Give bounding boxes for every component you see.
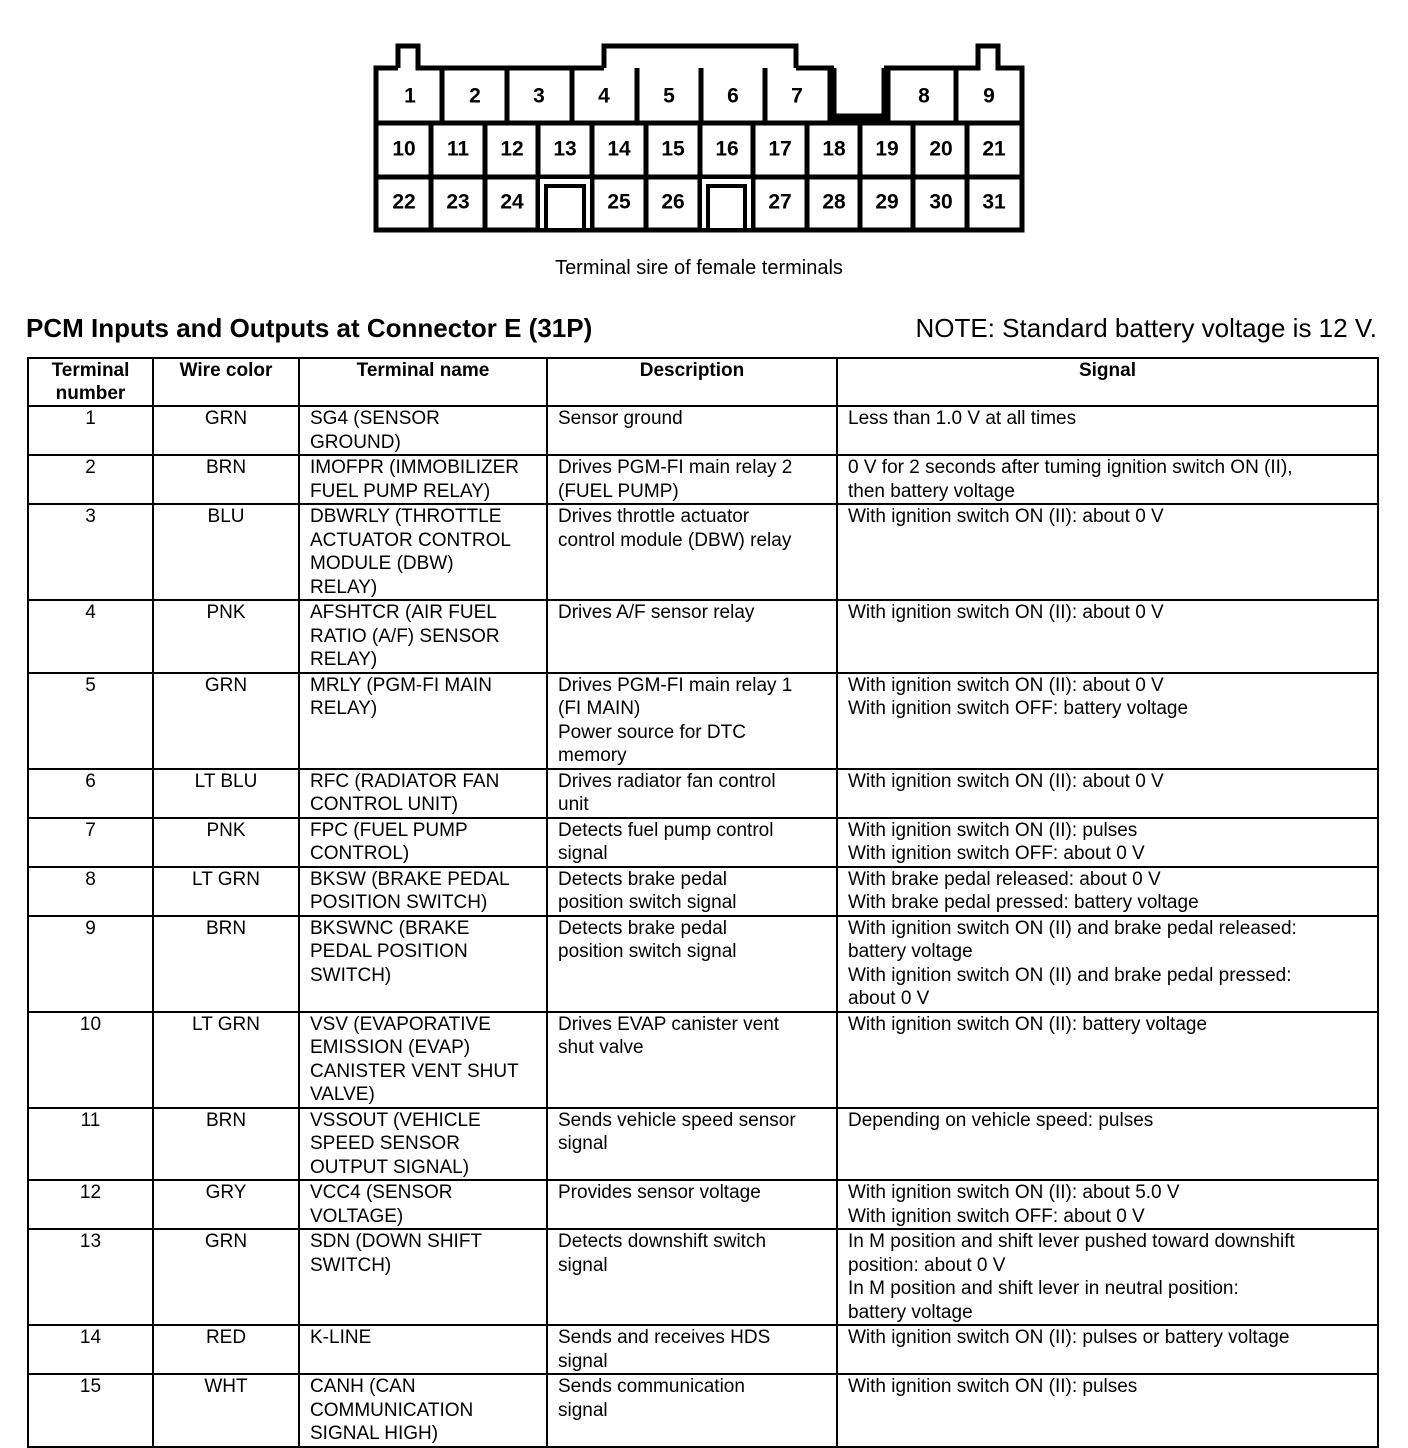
description-cell-line: signal <box>558 1350 608 1372</box>
terminal-name-cell-line: SDN (DOWN SHIFT <box>310 1231 483 1252</box>
pin-label: 29 <box>875 190 899 214</box>
pin-label: 25 <box>607 190 631 214</box>
pin-label: 20 <box>929 137 953 161</box>
pinout-body <box>28 406 1378 1447</box>
terminal-number-cell <box>28 1325 153 1374</box>
table-row <box>28 1229 1378 1325</box>
terminal-number-cell-line: 15 <box>79 1376 102 1397</box>
table-row <box>28 406 1378 455</box>
wire-color-cell-line: GRY <box>205 1182 247 1203</box>
header-signal: Signal <box>837 358 1378 406</box>
signal-cell <box>837 867 1378 916</box>
wire-color-cell <box>153 769 299 818</box>
terminal-name-cell-line: FUEL PUMP RELAY) <box>310 480 491 502</box>
terminal-name-cell-line: K-LINE <box>310 1327 372 1348</box>
terminal-name-cell-line: DBWRLY (THROTTLE <box>310 506 502 527</box>
terminal-name-cell-line: SWITCH) <box>310 1254 392 1276</box>
wire-color-cell-line: BRN <box>205 457 247 478</box>
terminal-number-cell <box>28 769 153 818</box>
header-description: Description <box>547 358 837 406</box>
signal-cell-line: With brake pedal pressed: battery voltage <box>848 892 1199 913</box>
pinout-table <box>27 357 1379 1448</box>
terminal-number-cell-line: 8 <box>85 868 96 890</box>
signal-cell-line: then battery voltage <box>848 480 1015 502</box>
signal-cell <box>837 1180 1378 1229</box>
signal-cell-line: With ignition switch ON (II): about 0 V <box>848 770 1164 792</box>
terminal-number-cell <box>28 673 153 769</box>
signal-cell <box>837 504 1378 600</box>
signal-cell-line: In M position and shift lever pushed toward downshift <box>848 1231 1295 1252</box>
wire-color-cell-line: LT GRN <box>192 1013 260 1035</box>
description-cell <box>547 455 837 504</box>
terminal-name-cell-line: RATIO (A/F) SENSOR <box>310 625 500 647</box>
signal-cell <box>837 818 1378 867</box>
signal-cell-line: With ignition switch ON (II) and brake pedal pressed: <box>848 964 1292 986</box>
signal-cell-line: With ignition switch ON (II): about 0 V <box>848 506 1164 527</box>
description-cell-line: Drives PGM-FI main relay 2 <box>558 457 793 478</box>
signal-cell <box>837 455 1378 504</box>
wire-color-cell-line: RED <box>205 1327 247 1348</box>
signal-cell <box>837 1374 1378 1447</box>
signal-cell-line: With ignition switch ON (II): pulses <box>848 819 1138 841</box>
signal-cell-line: Depending on vehicle speed: pulses <box>848 1109 1154 1131</box>
description-cell-line: position switch signal <box>558 941 737 962</box>
terminal-number-cell-line: 3 <box>85 506 96 527</box>
table-row <box>28 818 1378 867</box>
description-cell <box>547 1108 837 1181</box>
description-cell-line: signal <box>558 1254 608 1276</box>
description-cell-line: Provides sensor voltage <box>558 1182 761 1203</box>
signal-cell <box>837 1229 1378 1325</box>
table-row <box>28 1374 1378 1447</box>
terminal-name-cell-line: VOLTAGE) <box>310 1205 404 1227</box>
terminal-name-cell-line: BKSW (BRAKE PEDAL <box>310 868 510 890</box>
signal-cell-line: about 0 V <box>848 988 930 1009</box>
terminal-number-cell-line: 7 <box>85 819 96 841</box>
terminal-name-cell <box>299 1374 547 1447</box>
terminal-name-cell-line: CANISTER VENT SHUT <box>310 1060 519 1082</box>
wire-color-cell <box>153 1180 299 1229</box>
terminal-number-cell-line: 2 <box>85 457 96 478</box>
terminal-number-cell-line: 9 <box>85 917 96 939</box>
terminal-name-cell <box>299 504 547 600</box>
terminal-name-cell <box>299 867 547 916</box>
terminal-number-cell-line: 14 <box>79 1327 102 1348</box>
pin-label: 23 <box>446 190 470 214</box>
terminal-number-cell-line: 12 <box>79 1182 102 1203</box>
table-row <box>28 673 1378 769</box>
description-cell-line: Detects fuel pump control <box>558 819 774 841</box>
wire-color-cell-line: LT GRN <box>192 868 260 890</box>
description-cell <box>547 1325 837 1374</box>
terminal-name-cell-line: AFSHTCR (AIR FUEL <box>310 602 497 623</box>
description-cell <box>547 916 837 1012</box>
signal-cell <box>837 600 1378 673</box>
terminal-number-cell <box>28 818 153 867</box>
description-cell-line: shut valve <box>558 1037 644 1058</box>
pin-label: 13 <box>553 137 577 161</box>
wire-color-cell <box>153 1108 299 1181</box>
terminal-number-cell-line: 6 <box>85 770 96 792</box>
terminal-name-cell-line: CANH (CAN <box>310 1376 416 1397</box>
table-row <box>28 600 1378 673</box>
terminal-number-cell <box>28 916 153 1012</box>
terminal-name-cell-line: EMISSION (EVAP) <box>310 1037 471 1058</box>
wire-color-cell <box>153 600 299 673</box>
diagram-caption: Terminal sire of female terminals <box>555 257 843 279</box>
terminal-name-cell-line: SWITCH) <box>310 964 392 986</box>
terminal-number-cell-line: 11 <box>80 1109 101 1131</box>
table-row <box>28 1108 1378 1181</box>
terminal-number-cell <box>28 1374 153 1447</box>
terminal-name-cell-line: RELAY) <box>310 649 378 670</box>
terminal-name-cell <box>299 406 547 455</box>
page-title: PCM Inputs and Outputs at Connector E (31P) <box>26 313 593 343</box>
pin-label: 30 <box>929 190 953 214</box>
description-cell-line: Sends and receives HDS <box>558 1327 771 1348</box>
terminal-name-cell-line: ACTUATOR CONTROL <box>310 529 511 551</box>
description-cell-line: position switch signal <box>558 892 737 913</box>
terminal-name-cell-line: RELAY) <box>310 576 378 598</box>
terminal-number-cell <box>28 455 153 504</box>
description-cell-line: Detects brake pedal <box>558 868 727 890</box>
table-row <box>28 769 1378 818</box>
terminal-number-cell-line: 13 <box>79 1231 102 1252</box>
description-cell-line: unit <box>558 794 589 815</box>
table-row <box>28 1325 1378 1374</box>
terminal-name-cell <box>299 1325 547 1374</box>
wire-color-cell-line: GRN <box>204 1231 248 1252</box>
description-cell-line: signal <box>558 1133 608 1154</box>
wire-color-cell-line: LT BLU <box>194 770 258 792</box>
description-cell-line: Detects downshift switch <box>558 1231 767 1252</box>
pin-label: 5 <box>663 84 675 108</box>
signal-cell <box>837 916 1378 1012</box>
description-cell-line: Drives EVAP canister vent <box>558 1013 780 1035</box>
terminal-name-cell <box>299 600 547 673</box>
description-cell <box>547 1374 837 1447</box>
signal-cell <box>837 673 1378 769</box>
table-row <box>28 867 1378 916</box>
description-cell-line: Drives radiator fan control <box>558 770 776 792</box>
description-cell <box>547 867 837 916</box>
table-row <box>28 916 1378 1012</box>
description-cell <box>547 1229 837 1325</box>
wire-color-cell <box>153 504 299 600</box>
connector-diagram <box>0 0 1408 250</box>
description-cell-line: Detects brake pedal <box>558 917 727 939</box>
terminal-name-cell-line: VSSOUT (VEHICLE <box>310 1109 481 1131</box>
terminal-number-cell <box>28 406 153 455</box>
pin-label: 14 <box>607 137 631 161</box>
pin-label: 22 <box>392 190 416 214</box>
signal-cell <box>837 769 1378 818</box>
signal-cell-line: 0 V for 2 seconds after tuming ignition switch ON (II), <box>848 457 1293 478</box>
wire-color-cell <box>153 916 299 1012</box>
terminal-name-cell-line: PEDAL POSITION <box>310 941 468 962</box>
signal-cell-line: With ignition switch ON (II): battery voltage <box>848 1013 1208 1035</box>
signal-cell <box>837 1325 1378 1374</box>
pin-label: 19 <box>875 137 899 161</box>
description-cell-line: memory <box>558 745 627 766</box>
terminal-name-cell <box>299 1108 547 1181</box>
terminal-name-cell-line: BKSWNC (BRAKE <box>310 917 470 939</box>
description-cell-line: Sensor ground <box>558 408 683 429</box>
table-header-row <box>28 358 1378 406</box>
pin-label: 7 <box>791 84 803 108</box>
pin-label: 8 <box>918 84 930 108</box>
description-cell-line: (FI MAIN) <box>558 698 641 719</box>
description-cell <box>547 1180 837 1229</box>
description-cell-line: Sends communication <box>558 1376 745 1397</box>
terminal-number-cell <box>28 1012 153 1108</box>
signal-cell-line: With brake pedal released: about 0 V <box>848 868 1161 890</box>
wire-color-cell <box>153 1012 299 1108</box>
description-cell-line: Power source for DTC <box>558 721 746 743</box>
table-row <box>28 1180 1378 1229</box>
pin-label: 21 <box>982 137 1006 161</box>
terminal-name-cell-line: VSV (EVAPORATIVE <box>310 1013 491 1035</box>
pin-label: 12 <box>500 137 524 161</box>
pin-label: 11 <box>446 137 470 161</box>
battery-voltage-note: NOTE: Standard battery voltage is 12 V. <box>915 313 1377 343</box>
terminal-name-cell-line: RFC (RADIATOR FAN <box>310 770 500 792</box>
wire-color-cell-line: WHT <box>204 1376 248 1397</box>
wire-color-cell-line: BRN <box>205 1109 247 1131</box>
wire-color-cell <box>153 1374 299 1447</box>
terminal-name-cell-line: RELAY) <box>310 698 378 719</box>
terminal-name-cell <box>299 1012 547 1108</box>
terminal-number-cell <box>28 1229 153 1325</box>
terminal-number-cell <box>28 867 153 916</box>
pin-label: 10 <box>392 137 416 161</box>
signal-cell-line: With ignition switch OFF: about 0 V <box>848 1205 1145 1227</box>
terminal-name-cell-line: CONTROL UNIT) <box>310 794 459 815</box>
wire-color-cell-line: GRN <box>204 674 248 696</box>
signal-cell <box>837 1012 1378 1108</box>
signal-cell-line: With ignition switch OFF: battery voltage <box>848 698 1189 719</box>
header-terminal-name: Terminal name <box>299 358 547 406</box>
description-cell-line: Drives throttle actuator <box>558 506 750 527</box>
pin-label: 6 <box>727 84 739 108</box>
terminal-name-cell <box>299 673 547 769</box>
terminal-number-cell-line: 1 <box>85 408 96 429</box>
terminal-name-cell-line: OUTPUT SIGNAL) <box>310 1156 470 1178</box>
signal-cell-line: battery voltage <box>848 1301 973 1323</box>
description-cell <box>547 818 837 867</box>
terminal-name-cell-line: CONTROL) <box>310 843 410 864</box>
terminal-name-cell-line: POSITION SWITCH) <box>310 892 488 913</box>
signal-cell-line: In M position and shift lever in neutral position: <box>848 1278 1239 1299</box>
signal-cell-line: With ignition switch ON (II): pulses or battery voltage <box>848 1327 1290 1348</box>
signal-cell <box>837 406 1378 455</box>
terminal-name-cell-line: SPEED SENSOR <box>310 1133 460 1154</box>
signal-cell-line: With ignition switch ON (II): about 5.0 V <box>848 1182 1180 1203</box>
signal-cell-line: With ignition switch ON (II): about 0 V <box>848 602 1164 623</box>
wire-color-cell <box>153 455 299 504</box>
wire-color-cell <box>153 818 299 867</box>
signal-cell-line: With ignition switch ON (II): about 0 V <box>848 674 1164 696</box>
description-cell-line: signal <box>558 843 608 864</box>
description-cell <box>547 504 837 600</box>
signal-cell-line: With ignition switch OFF: about 0 V <box>848 843 1145 864</box>
wire-color-cell <box>153 867 299 916</box>
terminal-name-cell <box>299 1180 547 1229</box>
signal-cell-line: position: about 0 V <box>848 1254 1006 1276</box>
pin-label: 2 <box>469 84 481 108</box>
pin-label: 28 <box>822 190 846 214</box>
terminal-name-cell-line: VCC4 (SENSOR <box>310 1182 453 1203</box>
terminal-number-cell-line: 4 <box>85 602 96 623</box>
wire-color-cell-line: BRN <box>205 917 247 939</box>
terminal-name-cell-line: MRLY (PGM-FI MAIN <box>310 674 492 696</box>
terminal-number-cell-line: 10 <box>79 1013 102 1035</box>
terminal-name-cell-line: FPC (FUEL PUMP <box>310 819 468 841</box>
wire-color-cell <box>153 406 299 455</box>
wire-color-cell <box>153 1325 299 1374</box>
pin-label: 31 <box>982 190 1006 214</box>
table-row <box>28 1012 1378 1108</box>
signal-cell-line: With ignition switch ON (II) and brake pedal released: <box>848 917 1297 939</box>
terminal-number-cell <box>28 600 153 673</box>
table-row <box>28 455 1378 504</box>
pin-label: 9 <box>983 84 995 108</box>
description-cell-line: signal <box>558 1399 608 1421</box>
terminal-name-cell-line: COMMUNICATION <box>310 1399 474 1421</box>
terminal-name-cell-line: SIGNAL HIGH) <box>310 1423 439 1444</box>
terminal-name-cell <box>299 818 547 867</box>
wire-color-cell <box>153 673 299 769</box>
signal-cell-line: With ignition switch ON (II): pulses <box>848 1376 1138 1397</box>
description-cell <box>547 600 837 673</box>
pin-label: 4 <box>598 84 610 108</box>
signal-cell <box>837 1108 1378 1181</box>
pin-label: 1 <box>404 84 416 108</box>
description-cell <box>547 673 837 769</box>
header-terminal-number: Terminal number <box>28 358 153 406</box>
wire-color-cell-line: GRN <box>204 408 248 429</box>
description-cell-line: (FUEL PUMP) <box>558 480 679 502</box>
description-cell <box>547 1012 837 1108</box>
terminal-name-cell <box>299 916 547 1012</box>
pin-label: 15 <box>661 137 685 161</box>
terminal-number-cell <box>28 1180 153 1229</box>
terminal-name-cell-line: GROUND) <box>310 431 401 453</box>
pin-label: 3 <box>533 84 545 108</box>
pin-label: 24 <box>500 190 524 214</box>
wire-color-cell-line: PNK <box>206 602 246 623</box>
description-cell-line: Drives A/F sensor relay <box>558 602 755 623</box>
signal-cell-line: battery voltage <box>848 941 973 962</box>
terminal-number-cell <box>28 504 153 600</box>
terminal-name-cell-line: IMOFPR (IMMOBILIZER <box>310 457 519 478</box>
description-cell-line: Sends vehicle speed sensor <box>558 1109 796 1131</box>
description-cell <box>547 406 837 455</box>
signal-cell-line: Less than 1.0 V at all times <box>848 408 1077 429</box>
wire-color-cell <box>153 1229 299 1325</box>
terminal-name-cell <box>299 769 547 818</box>
terminal-name-cell-line: VALVE) <box>310 1084 375 1105</box>
description-cell-line: control module (DBW) relay <box>558 529 792 551</box>
pin-label: 27 <box>768 190 792 214</box>
terminal-name-cell <box>299 455 547 504</box>
wire-color-cell-line: PNK <box>206 819 246 841</box>
pin-label: 16 <box>715 137 739 161</box>
terminal-number-cell-line: 5 <box>85 674 96 696</box>
terminal-number-cell <box>28 1108 153 1181</box>
pin-label: 17 <box>768 137 792 161</box>
terminal-name-cell <box>299 1229 547 1325</box>
wire-color-cell-line: BLU <box>207 506 245 527</box>
pin-label: 26 <box>661 190 685 214</box>
terminal-name-cell-line: SG4 (SENSOR <box>310 408 440 429</box>
description-cell <box>547 769 837 818</box>
description-cell-line: Drives PGM-FI main relay 1 <box>558 674 793 696</box>
pin-label: 18 <box>822 137 846 161</box>
header-wire-color: Wire color <box>153 358 299 406</box>
table-row <box>28 504 1378 600</box>
terminal-name-cell-line: MODULE (DBW) <box>310 553 454 574</box>
